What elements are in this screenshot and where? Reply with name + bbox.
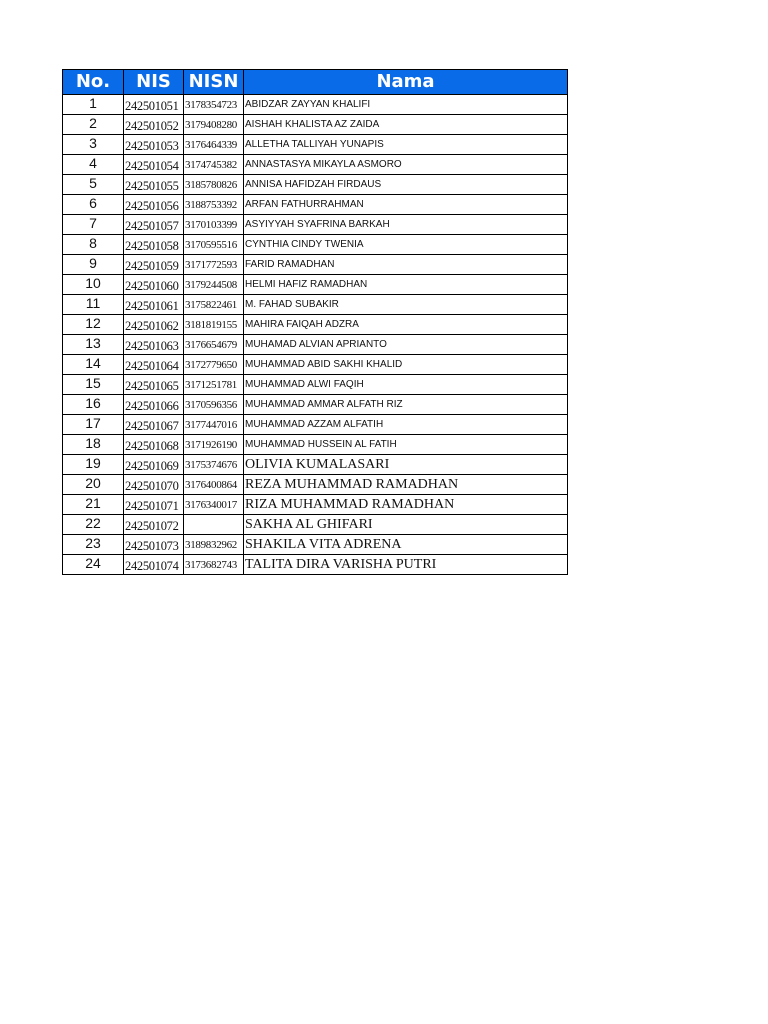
cell-nis[interactable]: 242501055 xyxy=(124,175,184,195)
cell-nisn[interactable]: 3172779650 xyxy=(184,355,244,375)
cell-nisn[interactable]: 3171251781 xyxy=(184,375,244,395)
table-row xyxy=(63,475,568,495)
cell-nis[interactable]: 242501068 xyxy=(124,435,184,455)
cell-nis[interactable]: 242501067 xyxy=(124,415,184,435)
cell-nama[interactable]: OLIVIA KUMALASARI xyxy=(244,455,568,475)
cell-nis[interactable]: 242501062 xyxy=(124,315,184,335)
cell-nis[interactable]: 242501063 xyxy=(124,335,184,355)
cell-nisn[interactable]: 3170595516 xyxy=(184,235,244,255)
table-row xyxy=(63,315,568,335)
cell-nama[interactable]: MAHIRA FAIQAH ADZRA xyxy=(244,315,568,335)
cell-nisn[interactable]: 3173682743 xyxy=(184,555,244,575)
table-header xyxy=(63,70,568,95)
cell-nisn[interactable]: 3178354723 xyxy=(184,95,244,115)
cell-nisn[interactable]: 3174745382 xyxy=(184,155,244,175)
table-row xyxy=(63,275,568,295)
table-row xyxy=(63,435,568,455)
cell-nama[interactable]: SHAKILA VITA ADRENA xyxy=(244,535,568,555)
cell-no[interactable]: 21 xyxy=(63,495,124,515)
cell-nama[interactable]: TALITA DIRA VARISHA PUTRI xyxy=(244,555,568,575)
cell-nis[interactable]: 242501061 xyxy=(124,295,184,315)
cell-nis[interactable]: 242501056 xyxy=(124,195,184,215)
cell-nisn[interactable]: 3176340017 xyxy=(184,495,244,515)
cell-nama[interactable]: ANNISA HAFIDZAH FIRDAUS xyxy=(244,175,568,195)
cell-nis[interactable]: 242501073 xyxy=(124,535,184,555)
student-roster-table xyxy=(62,69,568,575)
cell-nama[interactable]: ANNASTASYA MIKAYLA ASMORO xyxy=(244,155,568,175)
cell-nama[interactable]: MUHAMMAD ALWI FAQIH xyxy=(244,375,568,395)
cell-nama[interactable]: HELMI HAFIZ RAMADHAN xyxy=(244,275,568,295)
table-row xyxy=(63,355,568,375)
cell-no[interactable]: 4 xyxy=(63,155,124,175)
cell-no[interactable]: 10 xyxy=(63,275,124,295)
header-no[interactable]: No. xyxy=(63,70,124,95)
table-row xyxy=(63,295,568,315)
table-row xyxy=(63,255,568,275)
header-nisn[interactable]: NISN xyxy=(184,70,244,95)
cell-nisn[interactable]: 3179244508 xyxy=(184,275,244,295)
header-nis[interactable]: NIS xyxy=(124,70,184,95)
cell-nama[interactable]: M. FAHAD SUBAKIR xyxy=(244,295,568,315)
table-row xyxy=(63,215,568,235)
cell-no[interactable]: 22 xyxy=(63,515,124,535)
cell-no[interactable]: 6 xyxy=(63,195,124,215)
cell-nis[interactable]: 242501066 xyxy=(124,395,184,415)
cell-nama[interactable]: MUHAMMAD AMMAR ALFATH RIZ xyxy=(244,395,568,415)
cell-no[interactable]: 5 xyxy=(63,175,124,195)
cell-no[interactable]: 23 xyxy=(63,535,124,555)
cell-nisn[interactable]: 3175374676 xyxy=(184,455,244,475)
cell-nisn[interactable]: 3181819155 xyxy=(184,315,244,335)
cell-nisn[interactable]: 3175822461 xyxy=(184,295,244,315)
cell-no[interactable]: 14 xyxy=(63,355,124,375)
table-row xyxy=(63,235,568,255)
cell-nis[interactable]: 242501069 xyxy=(124,455,184,475)
cell-nis[interactable]: 242501052 xyxy=(124,115,184,135)
cell-nisn[interactable]: 3177447016 xyxy=(184,415,244,435)
cell-nama[interactable]: RIZA MUHAMMAD RAMADHAN xyxy=(244,495,568,515)
cell-nis[interactable]: 242501057 xyxy=(124,215,184,235)
cell-nama[interactable]: ARFAN FATHURRAHMAN xyxy=(244,195,568,215)
cell-no[interactable]: 24 xyxy=(63,555,124,575)
cell-no[interactable]: 19 xyxy=(63,455,124,475)
cell-nis[interactable]: 242501054 xyxy=(124,155,184,175)
table-row xyxy=(63,375,568,395)
table-row xyxy=(63,555,568,575)
table-row xyxy=(63,115,568,135)
cell-nis[interactable]: 242501053 xyxy=(124,135,184,155)
cell-no[interactable]: 8 xyxy=(63,235,124,255)
cell-no[interactable]: 12 xyxy=(63,315,124,335)
header-nama[interactable]: Nama xyxy=(244,70,568,95)
table-row xyxy=(63,515,568,535)
cell-nis[interactable]: 242501065 xyxy=(124,375,184,395)
cell-no[interactable]: 9 xyxy=(63,255,124,275)
cell-nama[interactable]: MUHAMMAD ABID SAKHI KHALID xyxy=(244,355,568,375)
table-row xyxy=(63,175,568,195)
table-row xyxy=(63,135,568,155)
cell-nisn[interactable]: 3176654679 xyxy=(184,335,244,355)
cell-nisn[interactable]: 3188753392 xyxy=(184,195,244,215)
cell-no[interactable]: 3 xyxy=(63,135,124,155)
cell-nis[interactable]: 242501051 xyxy=(124,95,184,115)
cell-nisn[interactable] xyxy=(184,515,244,535)
cell-nama[interactable]: MUHAMMAD HUSSEIN AL FATIH xyxy=(244,435,568,455)
cell-nis[interactable]: 242501059 xyxy=(124,255,184,275)
cell-nama[interactable]: ASYIYYAH SYAFRINA BARKAH xyxy=(244,215,568,235)
cell-no[interactable]: 7 xyxy=(63,215,124,235)
cell-nama[interactable]: CYNTHIA CINDY TWENIA xyxy=(244,235,568,255)
cell-nisn[interactable]: 3176464339 xyxy=(184,135,244,155)
table-row xyxy=(63,395,568,415)
cell-no[interactable]: 15 xyxy=(63,375,124,395)
cell-nisn[interactable]: 3171772593 xyxy=(184,255,244,275)
table-row xyxy=(63,195,568,215)
cell-no[interactable]: 18 xyxy=(63,435,124,455)
cell-no[interactable]: 16 xyxy=(63,395,124,415)
cell-no[interactable]: 2 xyxy=(63,115,124,135)
cell-nama[interactable]: ALLETHA TALLIYAH YUNAPIS xyxy=(244,135,568,155)
cell-nisn[interactable]: 3170596356 xyxy=(184,395,244,415)
cell-no[interactable]: 11 xyxy=(63,295,124,315)
cell-nisn[interactable]: 3170103399 xyxy=(184,215,244,235)
cell-nisn[interactable]: 3185780826 xyxy=(184,175,244,195)
table-row xyxy=(63,495,568,515)
table-row xyxy=(63,535,568,555)
cell-nama[interactable]: MUHAMAD ALVIAN APRIANTO xyxy=(244,335,568,355)
cell-nama[interactable]: SAKHA AL GHIFARI xyxy=(244,515,568,535)
cell-nisn[interactable]: 3176400864 xyxy=(184,475,244,495)
header-row xyxy=(63,70,568,95)
cell-nis[interactable]: 242501064 xyxy=(124,355,184,375)
cell-nis[interactable]: 242501071 xyxy=(124,495,184,515)
cell-nisn[interactable]: 3179408280 xyxy=(184,115,244,135)
cell-nama[interactable]: AISHAH KHALISTA AZ ZAIDA xyxy=(244,115,568,135)
cell-nisn[interactable]: 3189832962 xyxy=(184,535,244,555)
cell-nama[interactable]: ABIDZAR ZAYYAN KHALIFI xyxy=(244,95,568,115)
table-row xyxy=(63,155,568,175)
cell-no[interactable]: 20 xyxy=(63,475,124,495)
cell-nis[interactable]: 242501074 xyxy=(124,555,184,575)
cell-no[interactable]: 1 xyxy=(63,95,124,115)
cell-nama[interactable]: MUHAMMAD AZZAM ALFATIH xyxy=(244,415,568,435)
table-row xyxy=(63,455,568,475)
cell-nis[interactable]: 242501072 xyxy=(124,515,184,535)
cell-nis[interactable]: 242501070 xyxy=(124,475,184,495)
cell-no[interactable]: 13 xyxy=(63,335,124,355)
cell-nama[interactable]: FARID RAMADHAN xyxy=(244,255,568,275)
cell-nama[interactable]: REZA MUHAMMAD RAMADHAN xyxy=(244,475,568,495)
table-row xyxy=(63,415,568,435)
table-row xyxy=(63,95,568,115)
cell-nisn[interactable]: 3171926190 xyxy=(184,435,244,455)
cell-no[interactable]: 17 xyxy=(63,415,124,435)
table-body xyxy=(63,95,568,575)
table-row xyxy=(63,335,568,355)
cell-nis[interactable]: 242501058 xyxy=(124,235,184,255)
cell-nis[interactable]: 242501060 xyxy=(124,275,184,295)
